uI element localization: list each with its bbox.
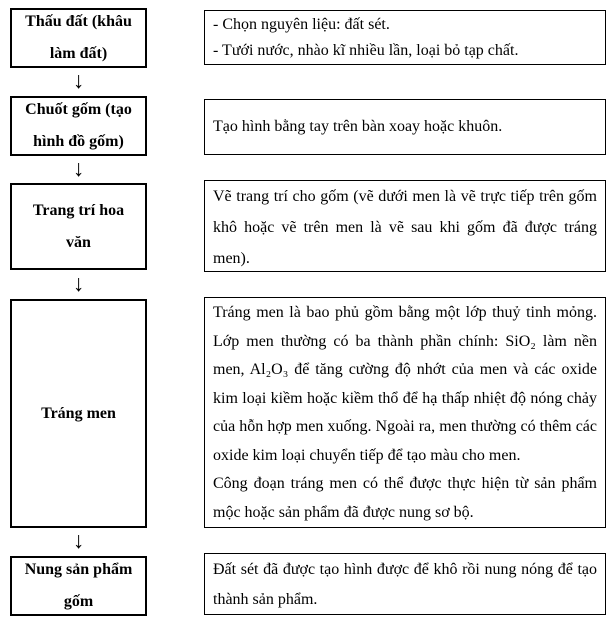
- description-paragraph: Công đoạn tráng men có thể được thực hiện từ sản phẩm mộc hoặc sản phẩm đã được nung sơ bộ.: [213, 475, 597, 521]
- description-text: Đất sét đã được tạo hình được để khô rồi nung nóng để tạo thành sản phẩm.: [213, 561, 597, 608]
- down-arrow-glyph: ↓: [72, 68, 85, 93]
- process-box-thau-dat: [10, 8, 147, 68]
- process-box-nung-san-pham: [10, 556, 147, 616]
- description-box-thau-dat: [204, 10, 606, 65]
- description-box-trang-men: [204, 297, 606, 528]
- description-line: - Tưới nước, nhào kĩ nhiều lần, loại bỏ tạp chất.: [213, 42, 519, 59]
- description-text: Tạo hình bằng tay trên bàn xoay hoặc khuôn.: [213, 118, 503, 135]
- down-arrow-icon: [10, 154, 147, 183]
- down-arrow-glyph: ↓: [72, 271, 85, 296]
- description-text: Vẽ trang trí cho gốm (vẽ dưới men là vẽ trực tiếp trên gốm khô hoặc vẽ trên men là vẽ sau khi gốm đã được tráng men).: [213, 188, 597, 267]
- process-box-label-line: Thấu đất (khâu: [25, 13, 132, 30]
- down-arrow-glyph: ↓: [72, 528, 85, 553]
- description-paragraph: Tráng men là bao phủ gồm bằng một lớp thuỷ tinh mỏng. Lớp men thường có ba thành phần chính: SiO₂ làm nền men, Al₂O₃ để tăng cường độ nhớt của men và các oxide kim loại kiềm hoặc kiềm thổ để hạ thấp nhiệt độ nóng chảy của hỗn hợp men xuống. Ngoài ra, men thường có thêm các oxide kim loại chuyển tiếp để tạo màu cho men.: [213, 304, 597, 464]
- process-box-label-line: làm đất): [49, 45, 108, 62]
- process-box-trang-tri: [10, 183, 147, 270]
- description-box-chuot-gom: [204, 99, 606, 155]
- process-box-label-line: văn: [66, 233, 91, 251]
- process-box-label-line: hình đồ gốm): [33, 133, 124, 150]
- down-arrow-icon: [10, 268, 147, 299]
- process-box-label-line: Tráng men: [41, 404, 116, 422]
- down-arrow-glyph: ↓: [72, 156, 85, 181]
- process-box-chuot-gom: [10, 96, 147, 156]
- description-box-trang-tri: [204, 180, 606, 272]
- down-arrow-icon: [10, 526, 147, 556]
- process-box-label-line: gốm: [63, 593, 94, 610]
- process-box-trang-men: [10, 299, 147, 528]
- down-arrow-icon: [10, 66, 147, 96]
- process-box-label-line: Chuốt gốm (tạo: [25, 101, 132, 118]
- description-line: - Chọn nguyên liệu: đất sét.: [213, 16, 390, 33]
- process-box-label-line: Trang trí hoa: [32, 201, 125, 219]
- description-box-nung-san-pham: [204, 553, 606, 615]
- process-box-label-line: Nung sản phẩm: [24, 561, 133, 578]
